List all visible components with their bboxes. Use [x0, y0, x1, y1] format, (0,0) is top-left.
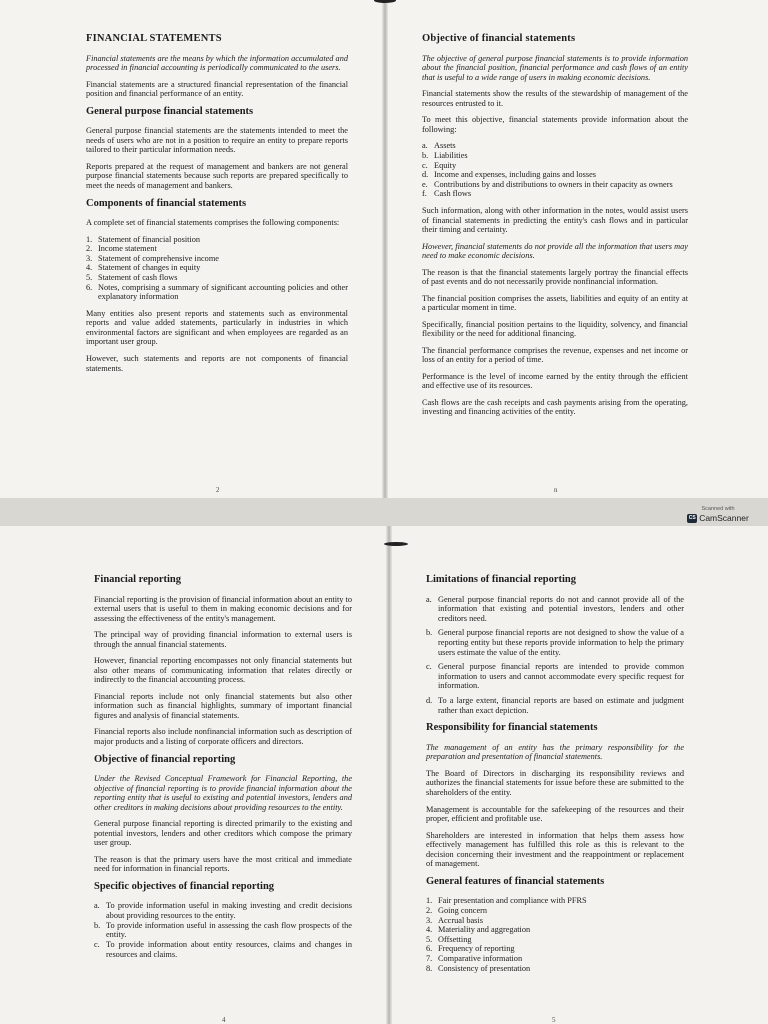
book-gutter	[386, 526, 392, 1024]
section-heading: Components of financial statements	[86, 197, 247, 209]
paragraph: The financial position comprises the assets, liabilities and equity of an entity at a particular moment in time.	[422, 293, 688, 313]
paragraph: Management is accountable for the safekeeping of the resources and their proper, efficient and profitable use.	[426, 804, 684, 824]
paragraph: However, financial statements do not provide all the information that users may need to make economic decisions.	[422, 241, 688, 261]
paragraph: The reason is that the primary users have the most critical and immediate need for information in financial reports.	[94, 854, 352, 874]
list-item: d. Income and expenses, including gains and losses	[422, 170, 596, 180]
list-item: 5. Statement of cash flows	[86, 273, 178, 283]
page-number: 4	[222, 1016, 226, 1024]
paragraph: However, such statements and reports are not components of financial statements.	[86, 354, 348, 373]
paragraph: Shareholders are interested in information that helps them assess how effectively management has fulfilled this role as this is relevant to the decision concerning their investment and the reappointment or replacement of management.	[426, 830, 684, 869]
section-heading: General purpose financial statements	[86, 105, 254, 117]
paragraph: A complete set of financial statements comprises the following components:	[86, 218, 340, 228]
paragraph: The Board of Directors in discharging its responsibility reviews and authorizes the financial statements for issue before these are submitted to the shareholders of the entity.	[426, 768, 684, 798]
information-list	[422, 141, 688, 199]
components-list	[86, 235, 348, 302]
page-5-column	[426, 526, 684, 980]
list-item: 3. Statement of comprehensive income	[86, 253, 219, 263]
list-item: 8. Consistency of presentation	[426, 963, 531, 973]
list-item: 3. Accrual basis	[426, 915, 483, 925]
page-title: FINANCIAL STATEMENTS	[86, 33, 222, 44]
list-item: d. To a large extent, financial reports are based on estimate and judgment rather than exact depiction.	[426, 696, 684, 715]
list-item: c. Equity	[422, 160, 457, 170]
limitations-list	[426, 595, 684, 716]
top-page-spread	[0, 0, 768, 498]
list-item: 6. Notes, comprising a summary of significant accounting policies and other explanatory information	[86, 282, 348, 302]
paragraph: General purpose financial statements are the statements intended to meet the needs of users who are not in a position to require an entity to prepare reports tailored to their particular information needs.	[86, 126, 348, 155]
paragraph: The reason is that the financial statements largely portray the financial effects of past events and do not necessarily provide nonfinancial information.	[422, 267, 688, 287]
scanner-caption: Scanned with	[701, 506, 735, 512]
paragraph: Cash flows are the cash receipts and cash payments arising from the operating, investing and financing activities of the entity.	[422, 397, 688, 417]
list-item: 1. Fair presentation and compliance with PFRS	[426, 896, 587, 906]
list-item: 2. Income statement	[86, 244, 157, 254]
section-heading: General features of financial statements	[426, 875, 605, 887]
paragraph: Performance is the level of income earned by the entity through the efficient and effective use of its resources.	[422, 371, 688, 391]
page-title: Limitations of financial reporting	[426, 574, 577, 585]
features-list	[426, 896, 684, 973]
page-2-column	[86, 0, 348, 380]
bottom-page-spread	[0, 526, 768, 1024]
list-item: 4. Materiality and aggregation	[426, 925, 531, 935]
list-item: b. To provide information useful in assessing the cash flow prospects of the entity.	[94, 920, 352, 940]
list-item: 7. Comparative information	[426, 953, 523, 963]
paragraph: Many entities also present reports and statements such as environmental reports and value added statements, particularly in industries in which environmental factors are significant and when employees are regarded as an important user group.	[86, 308, 348, 347]
page-number: n	[554, 486, 558, 494]
list-item: 2. Going concern	[426, 905, 488, 915]
camscanner-logo-icon: CS	[688, 515, 696, 521]
paragraph: Financial statements show the results of the stewardship of management of the resources entrusted to it.	[422, 89, 688, 108]
list-item: c. To provide information about entity resources, claims and changes in resources and claims.	[94, 939, 352, 959]
paragraph: Financial reports also include nonfinancial information such as description of major products and a listing of corporate officers and directors.	[94, 727, 352, 746]
spine-mark	[374, 0, 396, 3]
list-item: a. To provide information useful in making investing and credit decisions about providing resources to the entity.	[94, 901, 352, 921]
paragraph: The objective of general purpose financial statements is to provide information about the financial position, financial performance and cash flows of an entity that is useful to a wide range of users in making economic decisions.	[422, 53, 688, 82]
paragraph: Financial reporting is the provision of financial information about an entity to external users that is useful to them in making economic decisions and for assessing the effectiveness of the entity's management.	[94, 594, 352, 623]
list-item: f. Cash flows	[422, 189, 472, 199]
paragraph: Such information, along with other information in the notes, would assist users of financial statements in predicting the entity's cash flows and in particular their timing and certainty.	[422, 205, 688, 235]
page-3-column	[422, 0, 688, 424]
list-item: b. Liabilities	[422, 150, 468, 160]
list-item: 6. Frequency of reporting	[426, 944, 515, 954]
paragraph: The management of an entity has the primary responsibility for the preparation and presentation of financial statements.	[426, 742, 684, 762]
paragraph: The financial performance comprises the revenue, expenses and net income or loss of an entity for a period of time.	[422, 345, 688, 365]
page-title: Financial reporting	[94, 574, 182, 585]
paragraph: Financial reports include not only financial statements but also other information such as financial highlights, summary of important financial figures and analysis of financial statements.	[94, 691, 352, 720]
paragraph: General purpose financial reporting is directed primarily to the existing and potential investors, lenders and other creditors which compose the primary user group.	[94, 819, 352, 848]
list-item: e. Contributions by and distributions to owners in their capacity as owners	[422, 179, 673, 189]
section-heading: Objective of financial reporting	[94, 753, 236, 765]
list-item: 1. Statement of financial position	[86, 234, 201, 244]
list-item: a. Assets	[422, 141, 456, 151]
section-heading: Specific objectives of financial reporting	[94, 880, 275, 892]
page-number: 2	[216, 486, 220, 494]
list-item: 4. Statement of changes in equity	[86, 263, 201, 273]
list-item: c. General purpose financial reports are intended to provide common information to users and cannot accommodate every specific request for information.	[426, 662, 684, 691]
paragraph: To meet this objective, financial statements provide information about the following:	[422, 115, 688, 134]
paragraph: The principal way of providing financial information to external users is through the annual financial statements.	[94, 630, 352, 649]
list-item: 5. Offsetting	[426, 934, 472, 944]
paragraph: Reports prepared at the request of management and bankers are not general purpose financial statements because such reports are prepared specifically to meet the needs of management and bankers.	[86, 161, 348, 190]
scanner-brand: CamScanner	[699, 513, 749, 523]
paragraph: However, financial reporting encompasses not only financial statements but also other means of communicating information that relates directly or indirectly to the financial accounting process.	[94, 656, 352, 685]
section-heading: Responsibility for financial statements	[426, 722, 598, 734]
spine-mark	[384, 542, 408, 546]
paragraph: Specifically, financial position pertains to the liquidity, solvency, and financial flexibility or the need for additional financing.	[422, 319, 688, 339]
page-title: Objective of financial statements	[422, 33, 576, 44]
objectives-list	[94, 901, 352, 959]
page-number: 5	[552, 1016, 556, 1024]
paragraph: Under the Revised Conceptual Framework for Financial Reporting, the objective of financial reporting is to provide financial information about the reporting entity that is useful to existing and potential investors, lenders and other creditors in making decisions about providing resources to the entity.	[94, 774, 352, 812]
list-item: b. General purpose financial reports are not designed to show the value of a reporting entity but these reports provide information to help the primary users estimate the value of the entity.	[426, 628, 684, 657]
page-4-column	[94, 526, 352, 966]
list-item: a. General purpose financial reports do not and cannot provide all of the information that existing and potential investors, lenders and other creditors need.	[426, 594, 684, 623]
paragraph: Financial statements are a structured financial representation of the financial position and financial performance of an entity.	[86, 79, 348, 99]
paragraph: Financial statements are the means by which the information accumulated and processed in financial accounting is periodically communicated to the users.	[86, 53, 348, 73]
book-gutter	[382, 0, 388, 498]
